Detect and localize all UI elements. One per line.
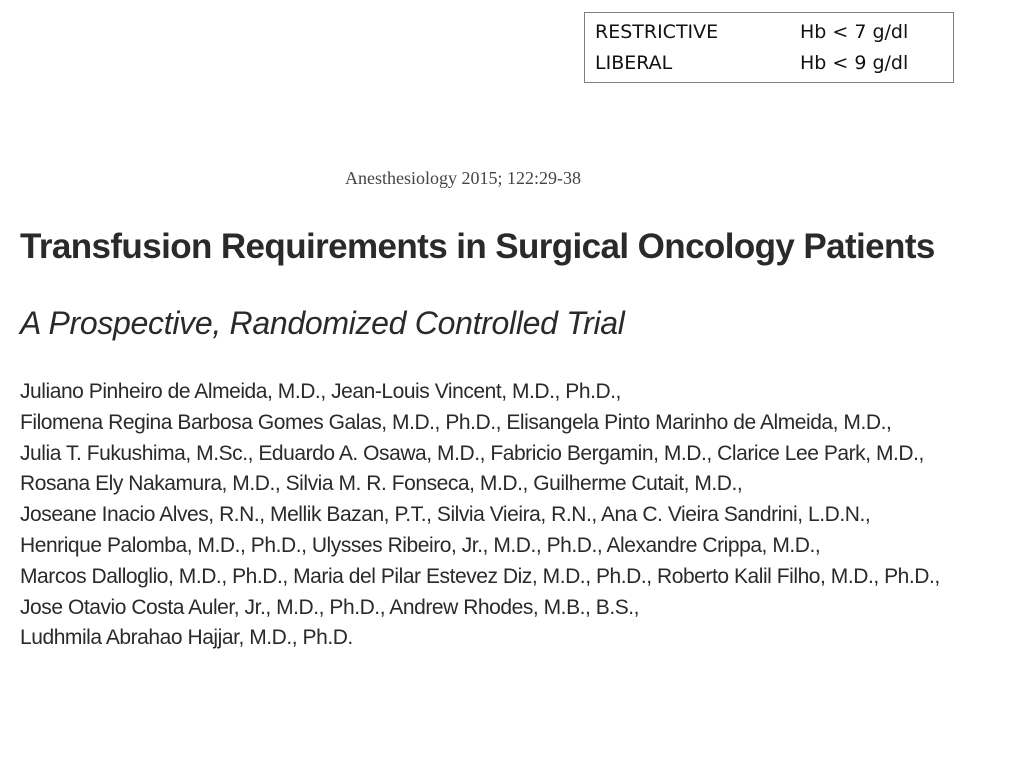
author-line: Julia T. Fukushima, M.Sc., Eduardo A. Osawa, M.D., Fabricio Bergamin, M.D., Clarice Lee Park, M.D., [20,441,924,465]
author-line: Marcos Dalloglio, M.D., Ph.D., Maria del Pilar Estevez Diz, M.D., Ph.D., Roberto Kalil Filho, M.D., Ph.D., [20,564,940,588]
liberal-threshold: Hb < 9 g/dl [800,52,909,74]
restrictive-threshold: Hb < 7 g/dl [800,21,909,43]
liberal-label: LIBERAL [595,52,673,74]
author-line: Juliano Pinheiro de Almeida, M.D., Jean-Louis Vincent, M.D., Ph.D., [20,380,621,403]
author-line: Henrique Palomba, M.D., Ph.D., Ulysses Ribeiro, Jr., M.D., Ph.D., Alexandre Crippa, M.D., [20,533,821,557]
liberal-row [595,52,908,74]
article-subtitle: A Prospective, Randomized Controlled Trial [20,305,625,341]
author-line: Rosana Ely Nakamura, M.D., Silvia M. R. Fonseca, M.D., Guilherme Cutait, M.D., [20,472,743,496]
author-line: Filomena Regina Barbosa Gomes Galas, M.D., Ph.D., Elisangela Pinto Marinho de Almeida, M.D., [20,410,892,434]
author-list [20,377,940,654]
restrictive-row [595,21,908,43]
article-title: Transfusion Requirements in Surgical Oncology Patients [20,227,935,266]
restrictive-label: RESTRICTIVE [595,21,719,43]
transfusion-threshold-box [584,12,954,83]
journal-citation: Anesthesiology 2015; 122:29-38 [345,168,581,188]
author-line: Ludhmila Abrahao Hajjar, M.D., Ph.D. [20,626,353,650]
author-line: Joseane Inacio Alves, R.N., Mellik Bazan, P.T., Silvia Vieira, R.N., Ana C. Vieira Sandrini, L.D.N., [20,503,871,527]
author-line: Jose Otavio Costa Auler, Jr., M.D., Ph.D., Andrew Rhodes, M.B., B.S., [20,595,640,619]
